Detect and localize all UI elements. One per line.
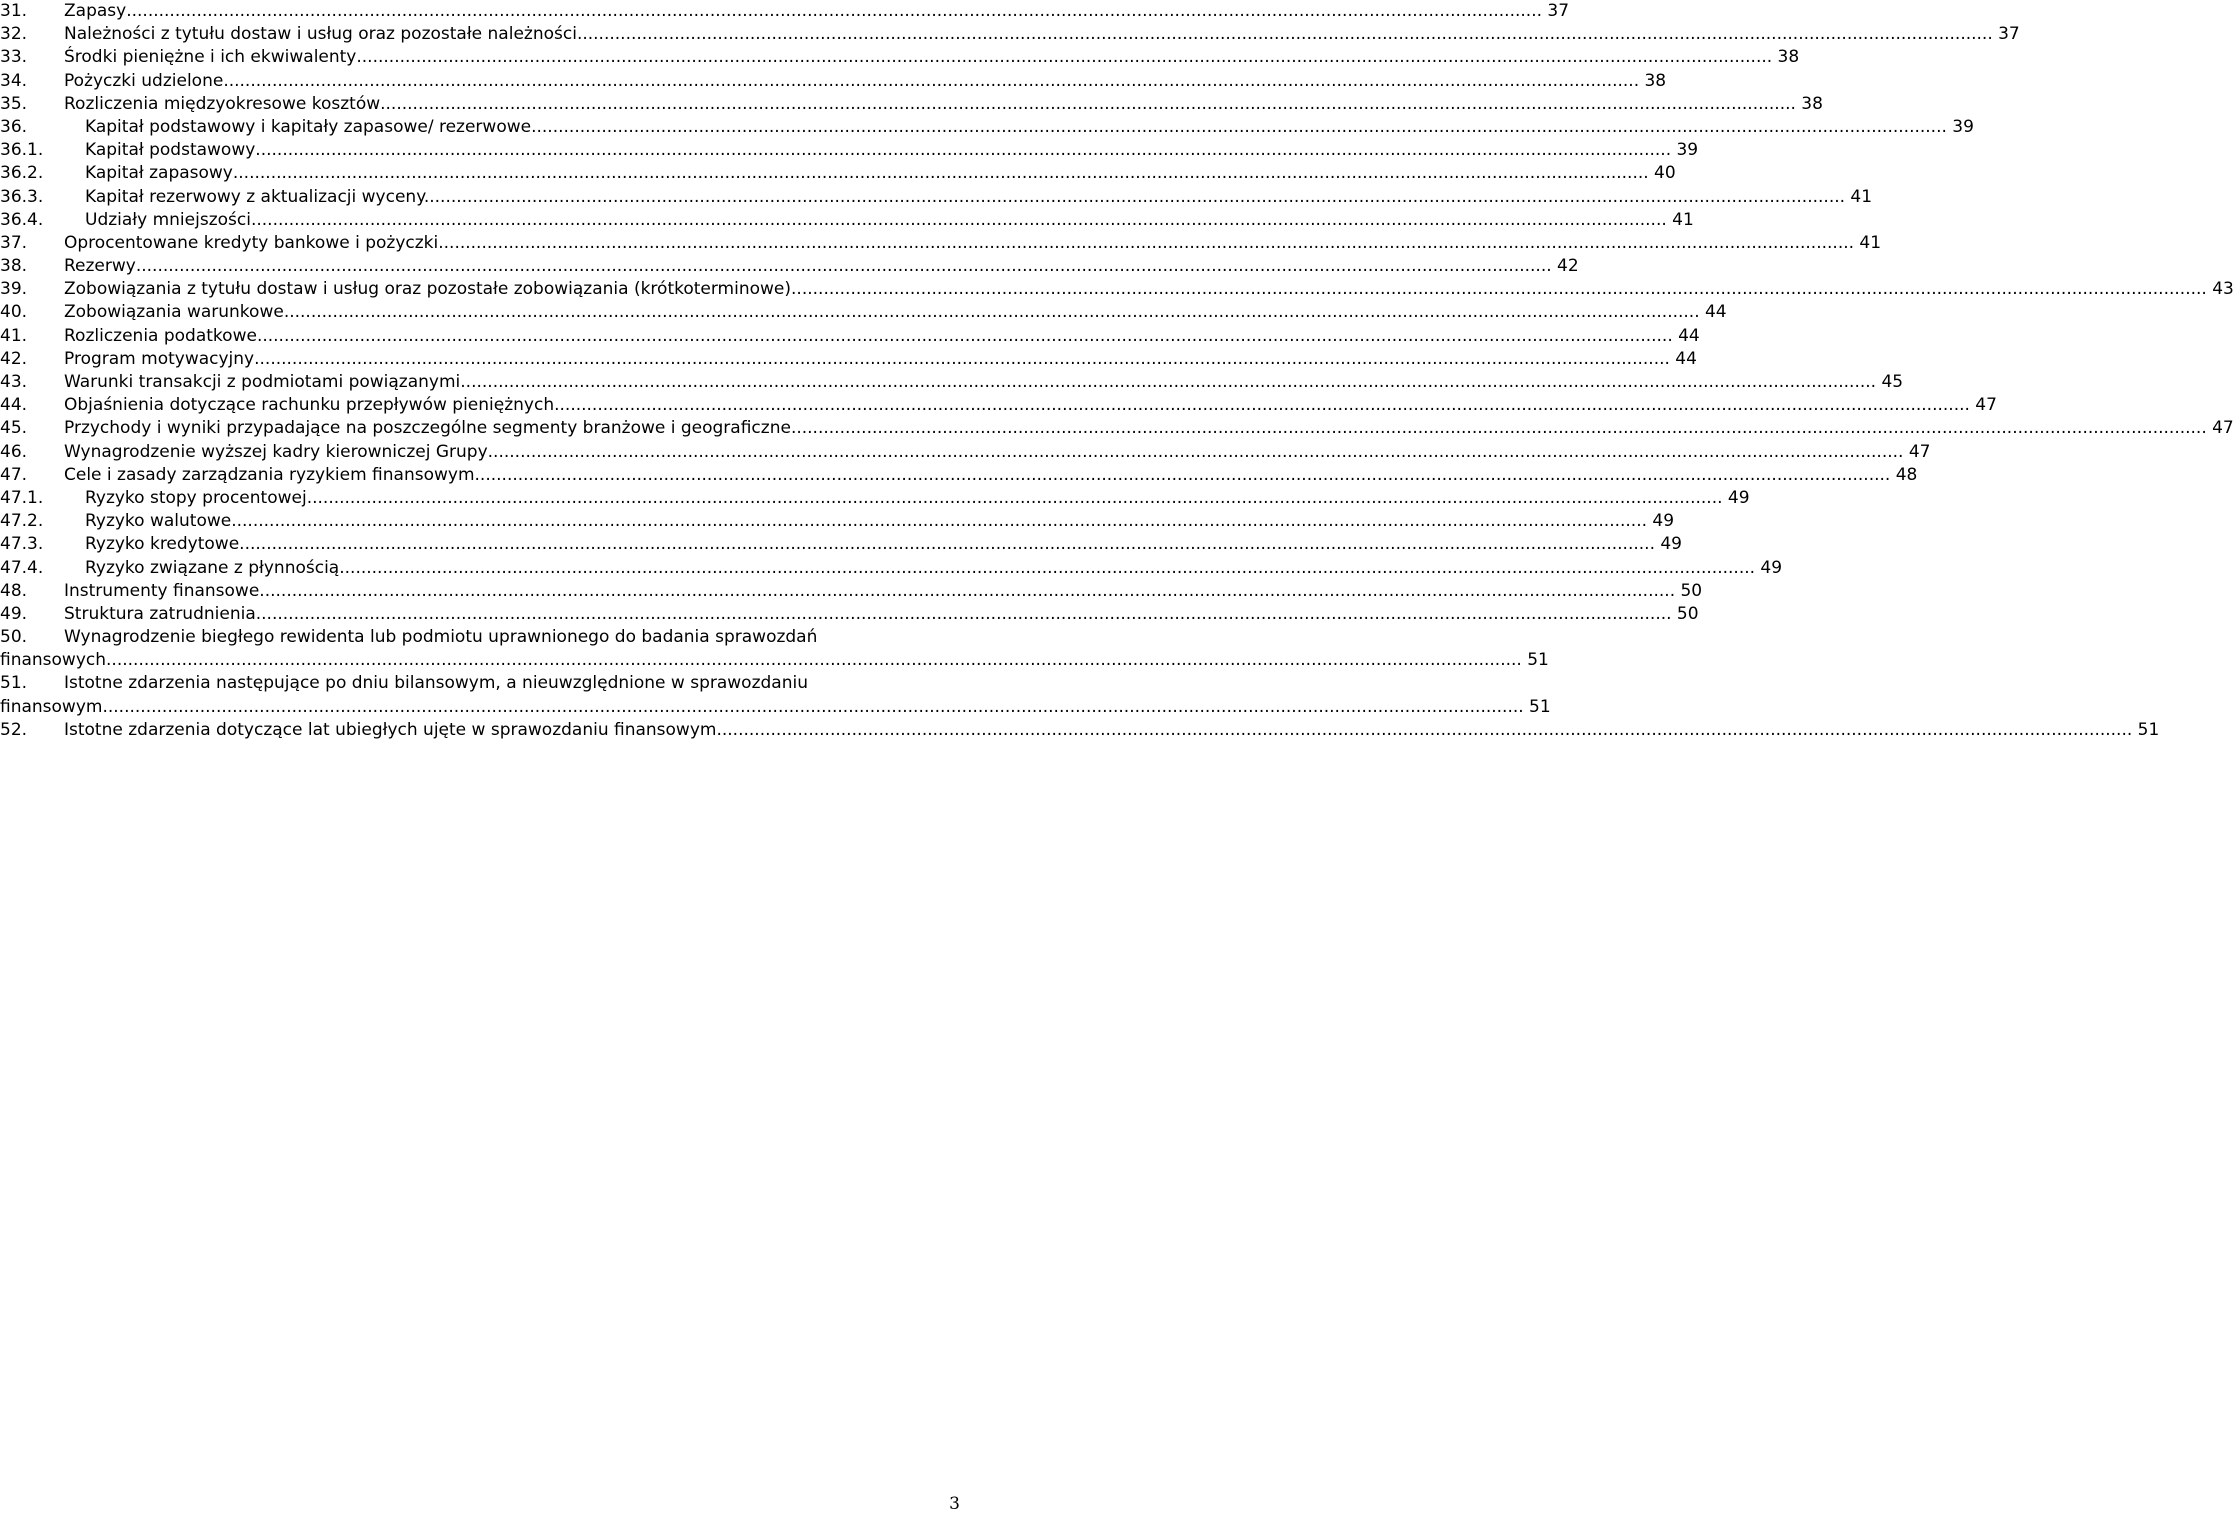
toc-entry-title: Objaśnienia dotyczące rachunku przepływów pieniężnych bbox=[64, 395, 555, 416]
toc-entry-title: Środki pieniężne i ich ekwiwalenty bbox=[64, 47, 357, 68]
toc-leader-dots bbox=[223, 70, 1639, 93]
toc-leader-dots bbox=[488, 441, 1904, 464]
toc-entry-number: 37. bbox=[0, 232, 28, 253]
toc-entry[interactable] bbox=[0, 533, 1682, 556]
toc-entry-page: 38 bbox=[1801, 93, 1823, 114]
toc-entry-number: 41. bbox=[0, 325, 28, 346]
toc-entry-page: 44 bbox=[1675, 348, 1697, 369]
toc-leader-dots bbox=[254, 348, 1670, 371]
toc-entry-title: Rozliczenia podatkowe bbox=[64, 325, 257, 346]
toc-entry[interactable] bbox=[0, 719, 2160, 742]
toc-leader-dots bbox=[577, 23, 1993, 46]
toc-entry[interactable] bbox=[0, 603, 1699, 626]
toc-entry-title: Wynagrodzenie biegłego rewidenta lub podmiotu uprawnionego do badania sprawozdań bbox=[64, 627, 818, 648]
toc-entry-title-continuation: finansowych bbox=[0, 650, 107, 671]
toc-entry-title: Należności z tytułu dostaw i usług oraz pozostałe należności bbox=[64, 24, 577, 45]
toc-entry-title: Ryzyko związane z płynnością bbox=[85, 557, 340, 578]
toc-entry-number: 42. bbox=[0, 348, 28, 369]
toc-entry-page: 51 bbox=[2137, 719, 2160, 740]
toc-leader-dots bbox=[231, 510, 1647, 533]
toc-entry-number: 49. bbox=[0, 603, 28, 624]
toc-entry-number: 44. bbox=[0, 395, 28, 416]
toc-leader-dots bbox=[429, 186, 1845, 209]
toc-entry-number: 50. bbox=[0, 627, 28, 648]
toc-entry-title: Oprocentowane kredyty bankowe i pożyczki bbox=[64, 232, 439, 253]
toc-entry-number: 47.4. bbox=[0, 557, 44, 578]
toc-entry-page: 50 bbox=[1680, 580, 1703, 601]
toc-entry-page: 47 bbox=[1975, 395, 1997, 416]
toc-entry[interactable] bbox=[0, 325, 1700, 348]
toc-entry-number: 46. bbox=[0, 441, 28, 462]
toc-leader-dots bbox=[126, 0, 1542, 23]
toc-entry-page: 44 bbox=[1678, 325, 1700, 346]
toc-entry-page: 39 bbox=[1676, 140, 1699, 161]
toc-leader-dots bbox=[380, 93, 1796, 116]
toc-entry[interactable] bbox=[0, 464, 1918, 487]
toc-entry-title: Zapasy bbox=[64, 1, 127, 21]
toc-leader-dots bbox=[251, 209, 1667, 232]
toc-entry-title: Kapitał podstawowy i kapitały zapasowe/ rezerwowe bbox=[85, 116, 532, 137]
toc-entry-number: 40. bbox=[0, 302, 28, 323]
toc-leader-dots bbox=[716, 719, 2132, 742]
toc-entry-continuation[interactable] bbox=[0, 649, 1549, 672]
toc-leader-dots bbox=[554, 394, 1970, 417]
toc-entry-number: 35. bbox=[0, 93, 28, 114]
toc-entry-title: Cele i zasady zarządzania ryzykiem finansowym bbox=[64, 464, 475, 485]
toc-entry-title: Kapitał zapasowy bbox=[85, 163, 233, 184]
toc-entry-title: Warunki transakcji z podmiotami powiązanymi bbox=[64, 372, 461, 392]
toc-entry-number: 36.2. bbox=[0, 163, 44, 184]
toc-entry-title: Zobowiązania z tytułu dostaw i usług oraz pozostałe zobowiązania (krótkoterminowe) bbox=[64, 279, 792, 300]
toc-entry-title: Istotne zdarzenia następujące po dniu bilansowym, a nieuwzględnione w sprawozdaniu bbox=[64, 673, 808, 694]
toc-entry-number: 43. bbox=[0, 372, 28, 392]
toc-entry-title: Instrumenty finansowe bbox=[64, 580, 260, 601]
toc-entry-number: 47. bbox=[0, 464, 28, 485]
toc-leader-dots bbox=[255, 139, 1671, 162]
toc-entry[interactable] bbox=[0, 557, 1783, 580]
toc-entry-page: 43 bbox=[2212, 279, 2234, 300]
toc-entry-page: 42 bbox=[1557, 256, 1579, 277]
toc-leader-dots bbox=[356, 46, 1772, 69]
toc-entry-number: 36. bbox=[0, 116, 28, 137]
toc-entry-page: 49 bbox=[1660, 534, 1682, 555]
toc-entry-number: 32. bbox=[0, 24, 28, 45]
toc-entry[interactable] bbox=[0, 255, 1579, 278]
toc-entry-page: 37 bbox=[1547, 1, 1570, 21]
toc-entry-title: Struktura zatrudnienia bbox=[64, 603, 256, 624]
toc-entry-number: 33. bbox=[0, 47, 28, 68]
toc-entry-number: 34. bbox=[0, 70, 28, 91]
toc-entry-continuation[interactable] bbox=[0, 696, 1551, 719]
toc-entry-title-continuation: finansowym. bbox=[0, 696, 108, 717]
toc-entry-page: 41 bbox=[1859, 232, 1882, 253]
toc-entry[interactable] bbox=[0, 510, 1675, 533]
toc-leader-dots bbox=[284, 301, 1700, 324]
toc-entry-page: 38 bbox=[1777, 47, 1800, 68]
toc-entry-number: 45. bbox=[0, 418, 28, 439]
toc-entry[interactable] bbox=[0, 417, 2234, 440]
toc-entry[interactable] bbox=[0, 441, 1931, 464]
toc-entry-page: 45 bbox=[1881, 372, 1904, 392]
toc-entry-title: Kapitał podstawowy bbox=[85, 140, 256, 161]
toc-entry-number: 39. bbox=[0, 279, 28, 300]
toc-entry-page: 49 bbox=[1760, 557, 1783, 578]
toc-entry-number: 38. bbox=[0, 256, 28, 277]
toc-entry-title: Program motywacyjny bbox=[64, 348, 255, 369]
toc-leader-dots bbox=[791, 278, 2207, 301]
toc-entry[interactable] bbox=[0, 232, 1882, 255]
toc-entry-number: 48. bbox=[0, 580, 28, 601]
toc-entry-title: Przychody i wyniki przypadające na poszczególne segmenty branżowe i geograficzne bbox=[64, 418, 791, 439]
toc-leader-dots bbox=[791, 417, 2207, 440]
toc-leader-dots bbox=[136, 255, 1552, 278]
toc-entry[interactable] bbox=[0, 626, 960, 649]
toc-entry-page: 51 bbox=[1527, 650, 1549, 671]
toc-entry[interactable] bbox=[0, 394, 1997, 417]
toc-entry-page: 47 bbox=[1908, 441, 1931, 462]
toc-entry-title: Wynagrodzenie wyższej kadry kierowniczej Grupy bbox=[64, 441, 488, 462]
toc-leader-dots bbox=[307, 487, 1723, 510]
toc-entry-title: Zobowiązania warunkowe bbox=[64, 302, 284, 323]
toc-entry-page: 49 bbox=[1652, 511, 1675, 532]
toc-entry-page: 41 bbox=[1672, 209, 1694, 230]
toc-entry-title: Istotne zdarzenia dotyczące lat ubiegłych ujęte w sprawozdaniu finansowym bbox=[64, 719, 717, 740]
toc-entry[interactable] bbox=[0, 580, 1703, 603]
toc-entry-page: 51 bbox=[1529, 696, 1551, 717]
toc-entry-number: 36.4. bbox=[0, 209, 44, 230]
toc-entry[interactable] bbox=[0, 0, 1570, 23]
toc-entry-number: 36.3. bbox=[0, 186, 44, 207]
toc-entry-page: 44 bbox=[1704, 302, 1727, 323]
toc-entry-page: 47 bbox=[2212, 418, 2234, 439]
toc-entry-title: Ryzyko stopy procentowej bbox=[85, 487, 307, 508]
toc-entry-page: 37 bbox=[1998, 24, 2020, 45]
toc-entry-page: 38 bbox=[1644, 70, 1667, 91]
toc-leader-dots bbox=[438, 232, 1854, 255]
toc-leader-dots bbox=[106, 649, 1522, 672]
toc-entry-title: Rozliczenia międzyokresowe kosztów bbox=[64, 93, 381, 114]
toc-entry[interactable] bbox=[0, 301, 1727, 324]
toc-entry-number: 47.2. bbox=[0, 511, 44, 532]
toc-entry-page: 48 bbox=[1895, 464, 1918, 485]
toc-entry-number: 51. bbox=[0, 673, 28, 694]
toc-entry-title: Ryzyko kredytowe bbox=[85, 534, 240, 555]
toc-entry-title: Kapitał rezerwowy z aktualizacji wyceny. bbox=[85, 186, 430, 207]
toc-entry[interactable] bbox=[0, 278, 2234, 301]
toc-entry[interactable] bbox=[0, 23, 2020, 46]
toc-entry-number: 52. bbox=[0, 719, 28, 740]
toc-leader-dots bbox=[256, 603, 1672, 626]
toc-entry-page: 40 bbox=[1654, 163, 1676, 184]
toc-entry-title: Pożyczki udzielone bbox=[64, 70, 224, 91]
toc-entry[interactable] bbox=[0, 46, 1800, 69]
toc-entry-number: 31. bbox=[0, 1, 28, 21]
toc-entry-page: 39 bbox=[1952, 116, 1974, 137]
toc-entry[interactable] bbox=[0, 209, 1694, 232]
toc-leader-dots bbox=[531, 116, 1947, 139]
toc-entry-number: 47.3. bbox=[0, 534, 44, 555]
toc-entry[interactable] bbox=[0, 93, 1823, 116]
toc-entry-number: 36.1. bbox=[0, 140, 44, 161]
toc-entry[interactable] bbox=[0, 162, 1676, 185]
toc-entry[interactable] bbox=[0, 116, 1974, 139]
toc-leader-dots bbox=[339, 557, 1755, 580]
toc-leader-dots bbox=[239, 533, 1655, 556]
table-of-contents bbox=[0, 0, 2234, 742]
toc-entry[interactable] bbox=[0, 371, 1904, 394]
toc-entry-title: Ryzyko walutowe bbox=[85, 511, 232, 532]
toc-entry[interactable] bbox=[0, 672, 960, 695]
toc-leader-dots bbox=[233, 162, 1649, 185]
toc-entry[interactable] bbox=[0, 487, 1750, 510]
toc-leader-dots bbox=[259, 580, 1675, 603]
toc-entry[interactable] bbox=[0, 186, 1873, 209]
toc-entry[interactable] bbox=[0, 70, 1667, 93]
toc-entry-title: Udziały mniejszości bbox=[85, 209, 251, 230]
toc-leader-dots bbox=[108, 696, 1524, 719]
toc-entry-page: 49 bbox=[1727, 487, 1750, 508]
toc-entry[interactable] bbox=[0, 348, 1697, 371]
toc-leader-dots bbox=[257, 325, 1673, 348]
toc-entry-page: 41 bbox=[1850, 186, 1873, 207]
toc-entry-page: 50 bbox=[1676, 603, 1699, 624]
toc-entry-number: 47.1. bbox=[0, 487, 44, 508]
toc-leader-dots bbox=[460, 371, 1876, 394]
toc-entry[interactable] bbox=[0, 139, 1699, 162]
toc-entry-title: Rezerwy bbox=[64, 256, 136, 277]
page-number: 3 bbox=[949, 1494, 960, 1514]
toc-leader-dots bbox=[475, 464, 1891, 487]
